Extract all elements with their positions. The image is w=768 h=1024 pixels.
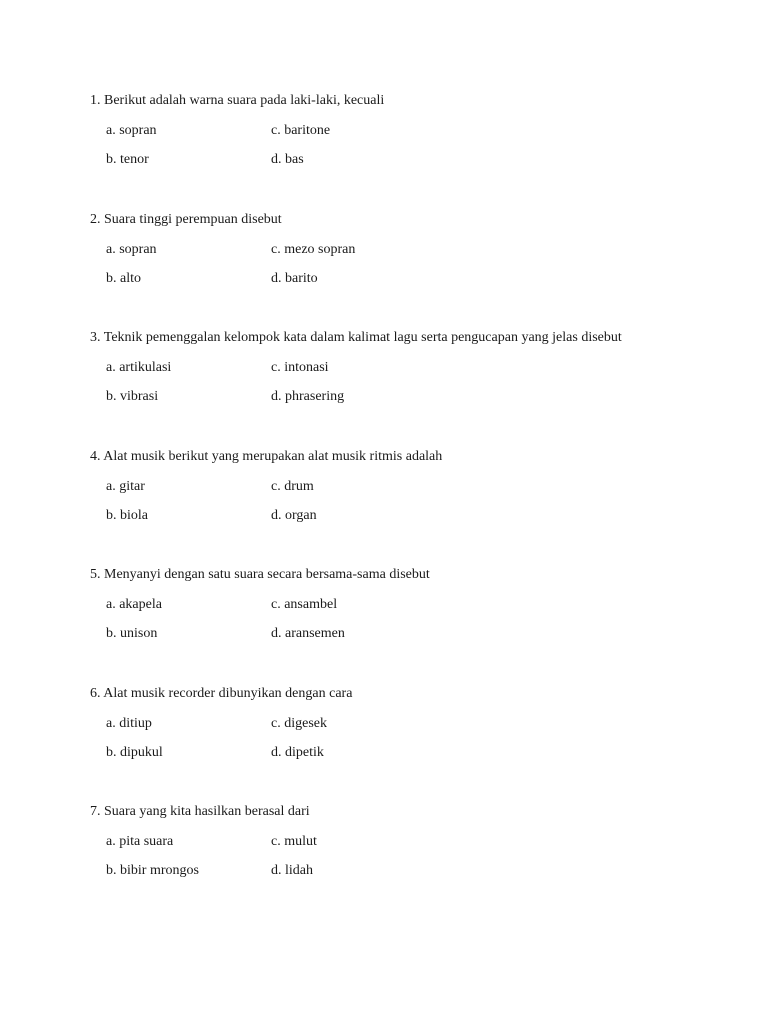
option-d: d. phrasering	[271, 389, 345, 404]
question-text: 3. Teknik pemenggalan kelompok kata dalam kalimat lagu serta pengucapan yang jelas disebut	[90, 330, 622, 345]
question-text: 2. Suara tinggi perempuan disebut	[90, 212, 282, 227]
option-b: b. bibir mrongos	[106, 863, 199, 878]
option-b: b. alto	[106, 271, 141, 286]
question-text: 1. Berikut adalah warna suara pada laki-laki, kecuali	[90, 93, 385, 108]
option-a: a. sopran	[106, 123, 157, 138]
option-b: b. biola	[106, 508, 148, 523]
option-a: a. akapela	[106, 597, 162, 612]
option-d: d. barito	[271, 271, 318, 286]
option-b: b. vibrasi	[106, 389, 159, 404]
option-a: a. sopran	[106, 242, 157, 257]
option-d: d. organ	[271, 508, 317, 523]
option-c: c. drum	[271, 479, 314, 494]
option-b: b. tenor	[106, 152, 149, 167]
question-text: 4. Alat musik berikut yang merupakan alat musik ritmis adalah	[90, 449, 443, 464]
option-b: b. unison	[106, 626, 158, 641]
option-c: c. ansambel	[271, 597, 338, 612]
option-c: c. baritone	[271, 123, 331, 138]
option-c: c. intonasi	[271, 360, 329, 375]
option-a: a. artikulasi	[106, 360, 172, 375]
question-text: 5. Menyanyi dengan satu suara secara bersama-sama disebut	[90, 567, 430, 582]
option-c: c. mulut	[271, 834, 317, 849]
question-text: 7. Suara yang kita hasilkan berasal dari	[90, 804, 310, 819]
option-d: d. dipetik	[271, 745, 324, 760]
option-c: c. mezo sopran	[271, 242, 356, 257]
option-a: a. pita suara	[106, 834, 174, 849]
option-a: a. ditiup	[106, 716, 152, 731]
question-text: 6. Alat musik recorder dibunyikan dengan cara	[90, 686, 353, 701]
option-d: d. aransemen	[271, 626, 345, 641]
option-d: d. lidah	[271, 863, 313, 878]
option-a: a. gitar	[106, 479, 145, 494]
option-d: d. bas	[271, 152, 304, 167]
option-b: b. dipukul	[106, 745, 163, 760]
option-c: c. digesek	[271, 716, 327, 731]
